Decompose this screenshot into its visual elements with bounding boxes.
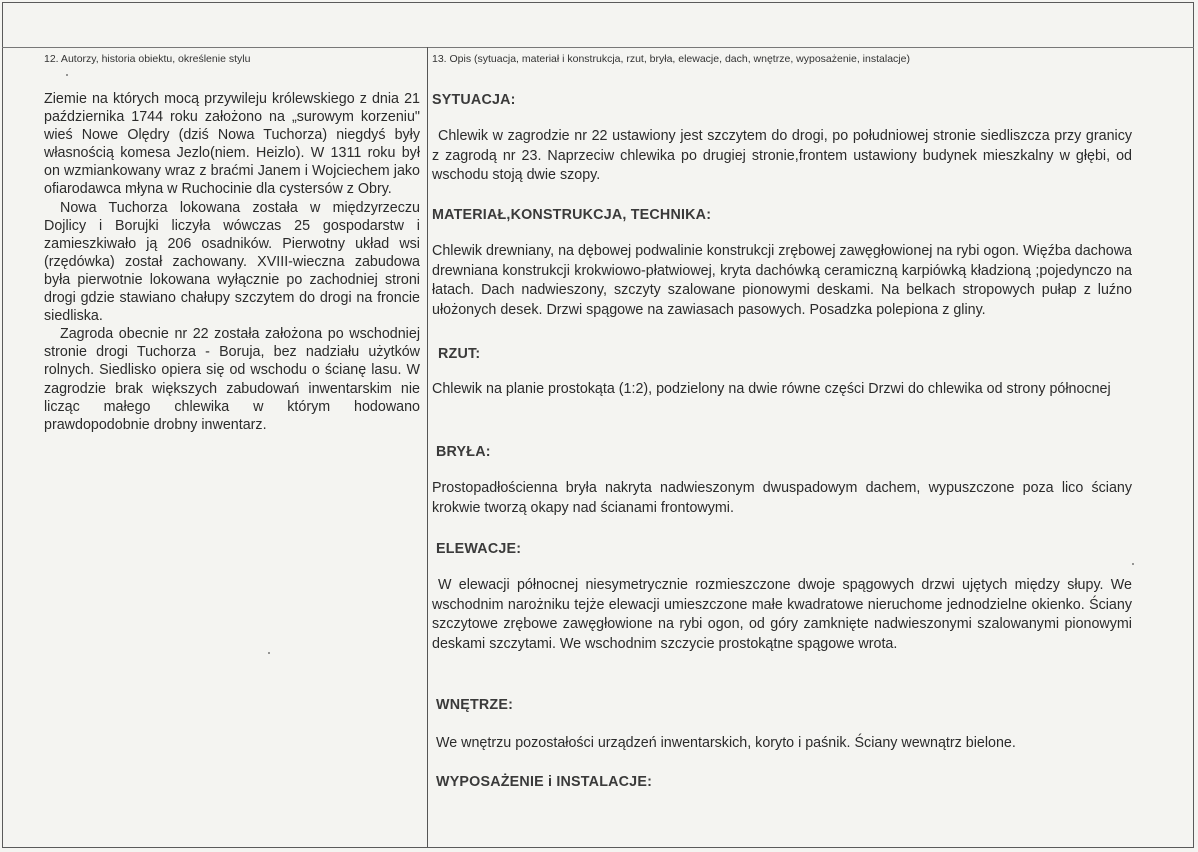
scan-speck [1132,563,1134,565]
history-paragraph: Nowa Tuchorza lokowana została w międzyrzeczu Dojlicy i Borujki liczyła wówczas 25 gospodarstw i zamieszkiwało ją 206 osadników. Pierwotny układ wsi (rzędówka) został zachowany. XVIII-wieczna zabudowa była pierwotnie lokowana wyłącznie po zachodniej stroni drogi gdzie stawiano chałupy szczytem do drogi na froncie siedliska. [44,199,420,325]
section-heading-material: MATERIAŁ,KONSTRUKCJA, TECHNIKA: [432,207,712,223]
scan-speck [268,652,270,654]
history-paragraph: Ziemie na których mocą przywileju królewskiego z dnia 21 października 1744 roku założono na „surowym korzeniu" wieś Nowe Olędry (dziś Nowa Tuchorza) niegdyś były własnością komesa Jezlo(niem. Heizlo). W 1311 roku był on wzmiankowany wraz z braćmi Janem i Wojciechem jako ofiarodawca młyna w Ruchocinie dla cystersów z Obry. [44,91,420,198]
header-rule [2,47,1194,48]
left-column-header: 12. Autorzy, historia obiektu, określenie stylu [44,53,251,65]
scan-speck [66,74,68,76]
section-text-material: Chlewik drewniany, na dębowej podwalinie konstrukcji zrębowej zawęgłowionej na rybi ogon. Więźba dachowa drewniana konstrukcji krokwiowo-płatwiowej, kryta dachówką ceramiczną karpiówką kładzioną ;pojedynczo na łatach. Dach nadwieszony, szczyty szalowane pionowymi deskami. Na belkach stropowych pułap z luźno ułożonych desek. Drzwi spągowe na zawiasach pasowych. Posadzka polepiona z gliny. [432,243,1132,318]
history-text [44,90,420,434]
section-heading-interior: WNĘTRZE: [436,697,514,713]
section-text-elevations: W elewacji północnej niesymetrycznie rozmieszczone dwoje spągowych drzwi ujętych między słupy. We wschodnim narożniku tejże elewacji umieszczone małe kwadratowe nieruchome jednodzielne okienko. Ściany szczytowe zrębowe zawęgłowione na rybi ogon, od góry zamknięte nadwieszonymi szalowanymi pionowymi deskami szczytami. We wschodnim szczycie prostokątne spągowe wrota. [432,577,1132,652]
column-divider [427,47,428,847]
section-heading-elevations: ELEWACJE: [436,541,522,557]
section-heading-equipment: WYPOSAŻENIE i INSTALACJE: [436,774,653,790]
right-column-header: 13. Opis (sytuacja, materiał i konstrukcja, rzut, bryła, elewacje, dach, wnętrze, wyposażenie, instalacje) [432,53,910,65]
section-heading-situation: SYTUACJA: [432,92,516,108]
section-text-plan: Chlewik na planie prostokąta (1:2), podzielony na dwie równe części Drzwi do chlewika od strony północnej [432,381,1111,397]
section-text-interior: We wnętrzu pozostałości urządzeń inwentarskich, koryto i paśnik. Ściany wewnątrz bielone. [436,735,1016,751]
history-paragraph: Zagroda obecnie nr 22 została założona po wschodniej stronie drogi Tuchorza - Boruja, bez nadziału użytków rolnych. Siedlisko opiera się od wschodu o ścianę lasu. W zagrodzie brak większych zabudowań inwentarskim nie licząc małego chlewika w którym hodowano prawdopodobnie drobny inwentarz. [44,326,420,433]
section-heading-plan: RZUT: [438,346,481,362]
section-heading-form: BRYŁA: [436,444,491,460]
section-text-form: Prostopadłościenna bryła nakryta nadwieszonym dwuspadowym dachem, wypuszczone poza lico ściany krokwie tworzą okapy nad ścianami frontowymi. [432,480,1132,516]
section-text-situation: Chlewik w zagrodzie nr 22 ustawiony jest szczytem do drogi, po południowej stronie siedliszcza przy granicy z zagrodą nr 23. Naprzeciw chlewika po drugiej stronie,frontem ustawiony budynek mieszkalny w głębi, od wschodu stoją dwie szopy. [432,128,1132,183]
